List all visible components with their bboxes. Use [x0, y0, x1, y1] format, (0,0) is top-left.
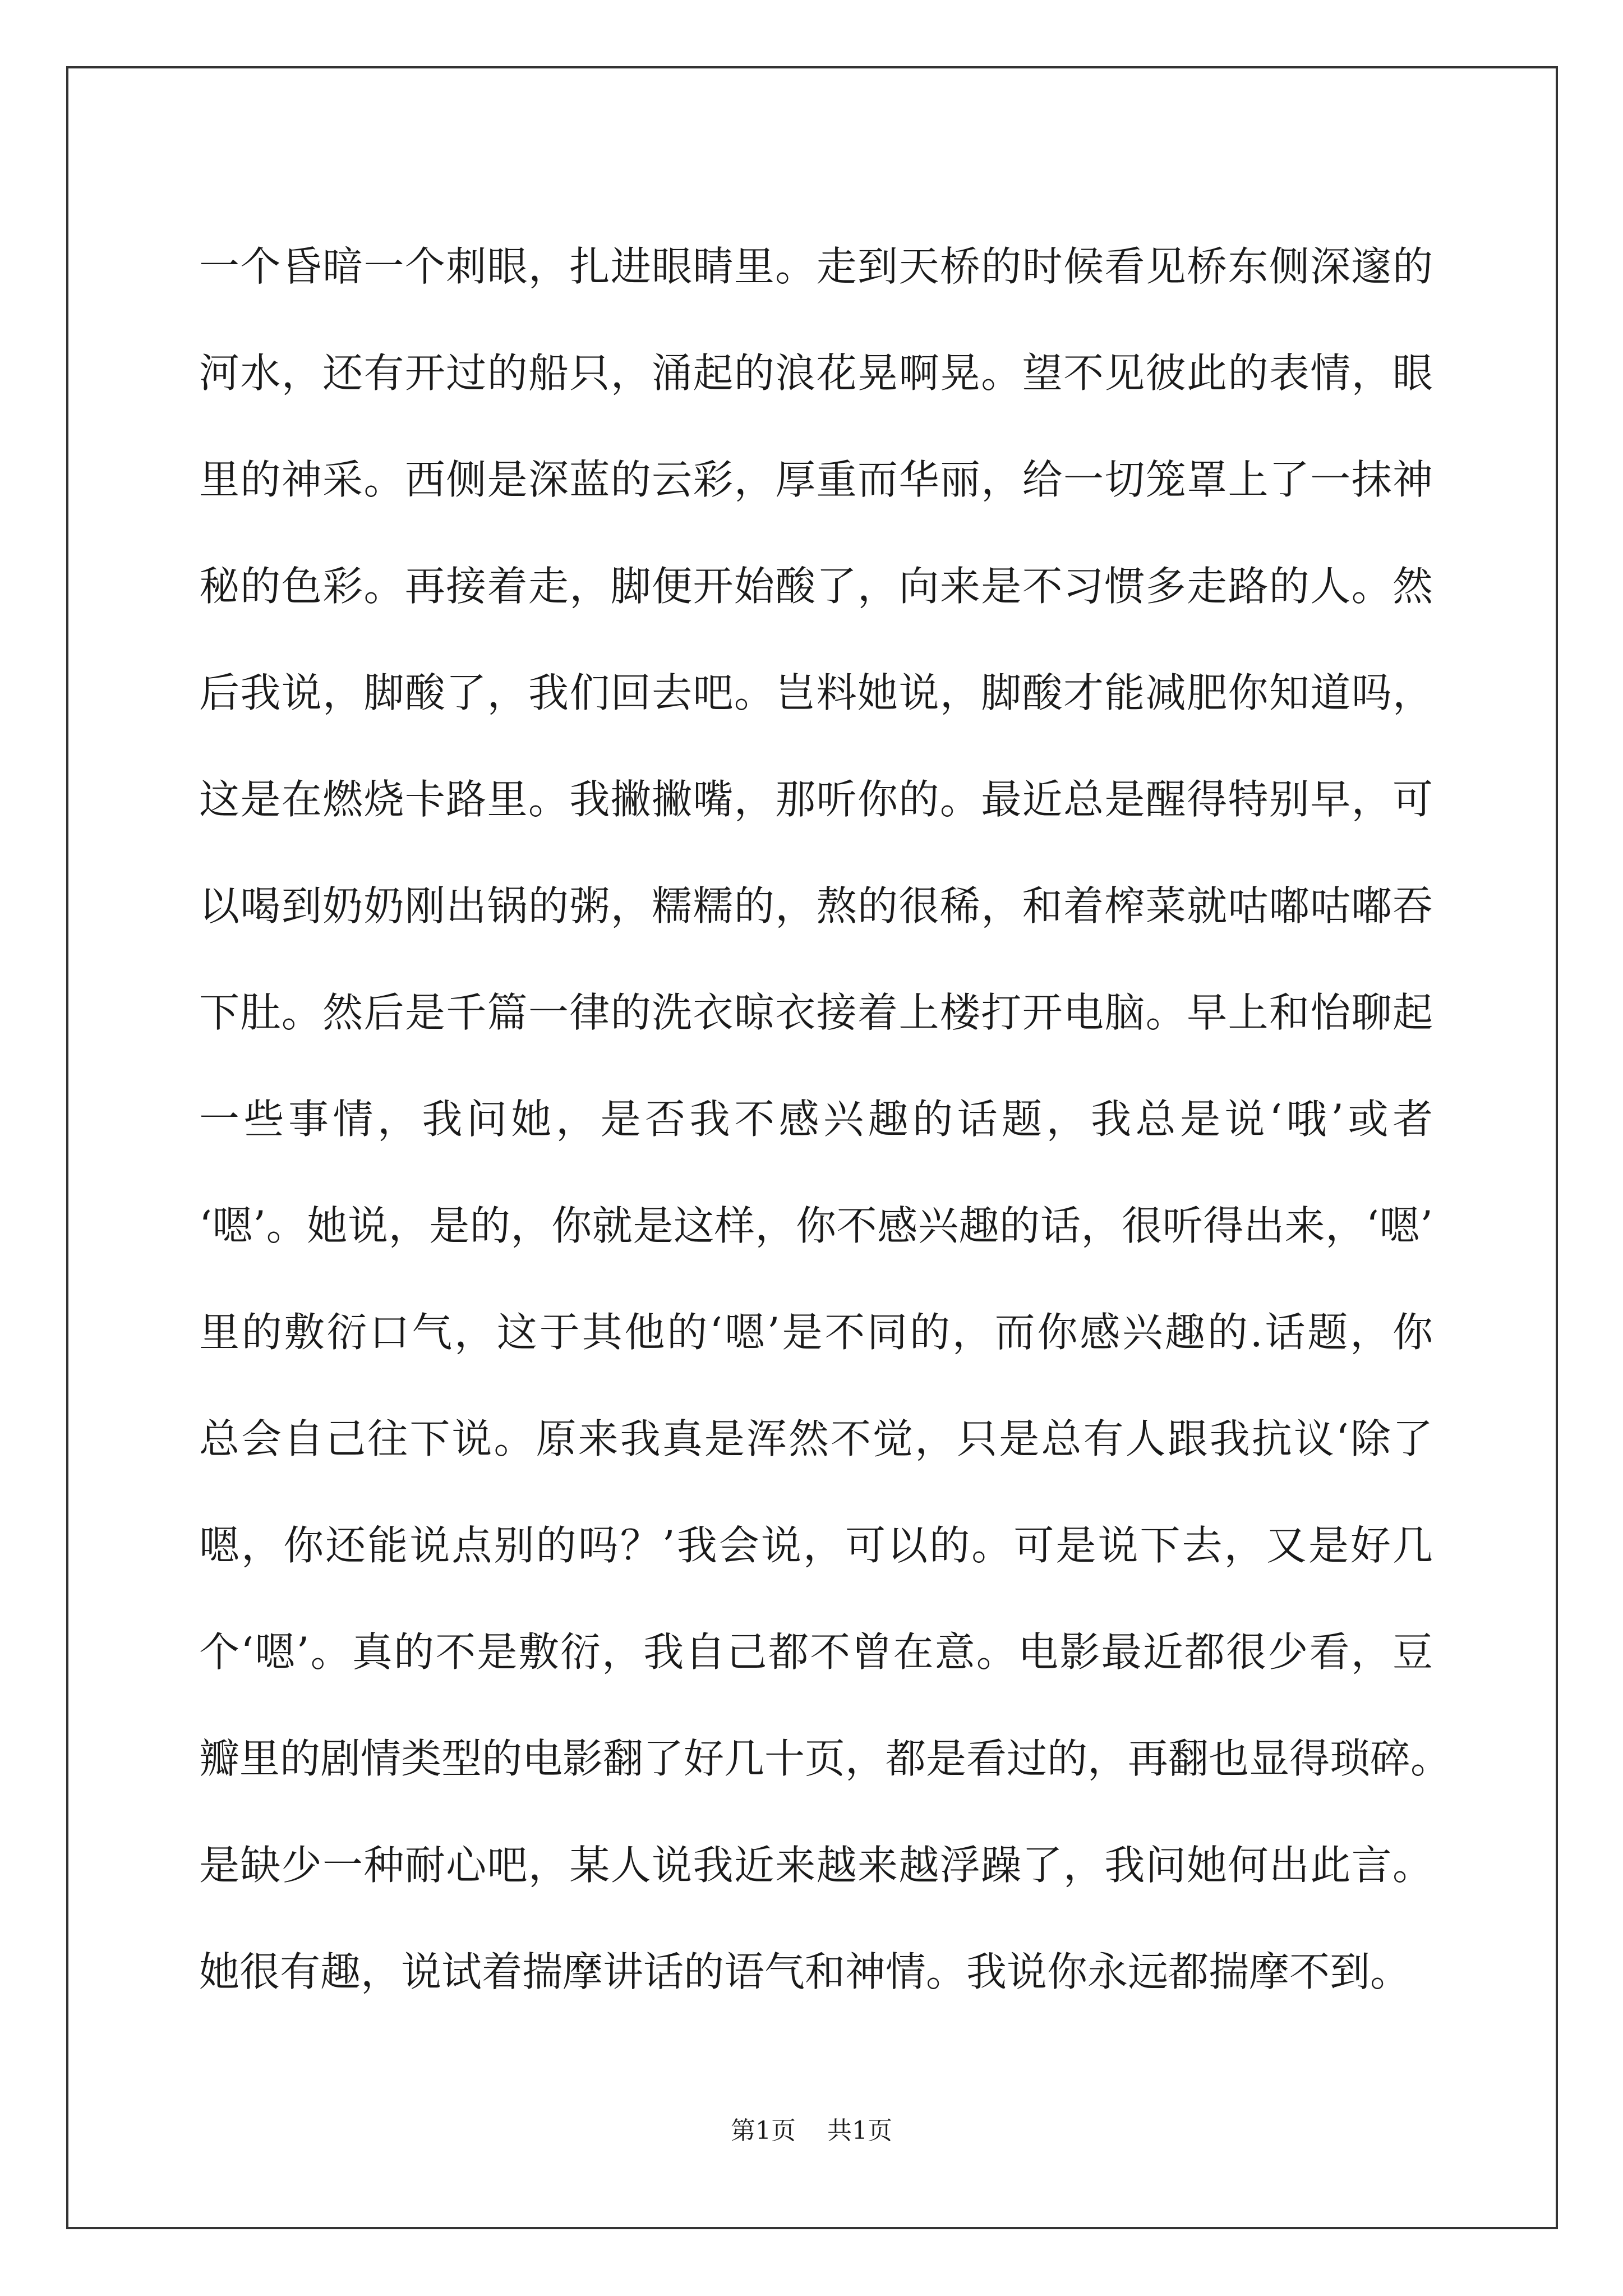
text-line: 个‘嗯’。真的不是敷衍，我自己都不曾在意。电影最近都很少看，豆 — [199, 1628, 1433, 1676]
page-total: 共1页 — [827, 2116, 892, 2145]
text-line: 一个昏暗一个刺眼，扎进眼睛里。走到天桥的时候看见桥东侧深邃的 — [199, 243, 1433, 290]
text-line: ‘嗯’。她说，是的，你就是这样，你不感兴趣的话，很听得出来，‘嗯’ — [199, 1202, 1433, 1249]
text-line: 这是在燃烧卡路里。我撇撇嘴，那听你的。最近总是醒得特别早，可 — [199, 776, 1433, 823]
text-line: 后我说，脚酸了，我们回去吧。岂料她说，脚酸才能减肥你知道吗， — [199, 669, 1433, 716]
text-line: 一些事情，我问她，是否我不感兴趣的话题，我总是说‘哦’或者 — [199, 1096, 1433, 1143]
text-line: 是缺少一种耐心吧，某人说我近来越来越浮躁了，我问她何出此言。 — [199, 1842, 1433, 1889]
text-line: 秘的色彩。再接着走，脚便开始酸了，向来是不习惯多走路的人。然 — [199, 563, 1433, 610]
text-line: 总会自己往下说。原来我真是浑然不觉，只是总有人跟我抗议‘除了 — [199, 1415, 1433, 1462]
text-line: 下肚。然后是千篇一律的洗衣晾衣接着上楼打开电脑。早上和怡聊起 — [199, 989, 1433, 1036]
text-line: 里的敷衍口气，这于其他的‘嗯’是不同的，而你感兴趣的.话题，你 — [199, 1309, 1433, 1356]
text-line: 以喝到奶奶刚出锅的粥，糯糯的，熬的很稀，和着榨菜就咕嘟咕嘟吞 — [199, 882, 1433, 930]
text-line: 里的神采。西侧是深蓝的云彩，厚重而华丽，给一切笼罩上了一抹神 — [199, 456, 1433, 503]
page-number: 第1页 — [731, 2116, 796, 2145]
text-line: 嗯，你还能说点别的吗？’我会说，可以的。可是说下去，又是好几 — [199, 1522, 1433, 1569]
text-line: 瓣里的剧情类型的电影翻了好几十页，都是看过的，再翻也显得琐碎。 — [199, 1735, 1451, 1782]
page-footer — [0, 2110, 1623, 2146]
text-line: 她很有趣，说试着揣摩讲话的语气和神情。我说你永远都揣摩不到。 — [199, 1948, 1411, 1995]
text-line: 河水，还有开过的船只，涌起的浪花晃啊晃。望不见彼此的表情，眼 — [199, 349, 1433, 397]
document-body — [199, 213, 1451, 2025]
